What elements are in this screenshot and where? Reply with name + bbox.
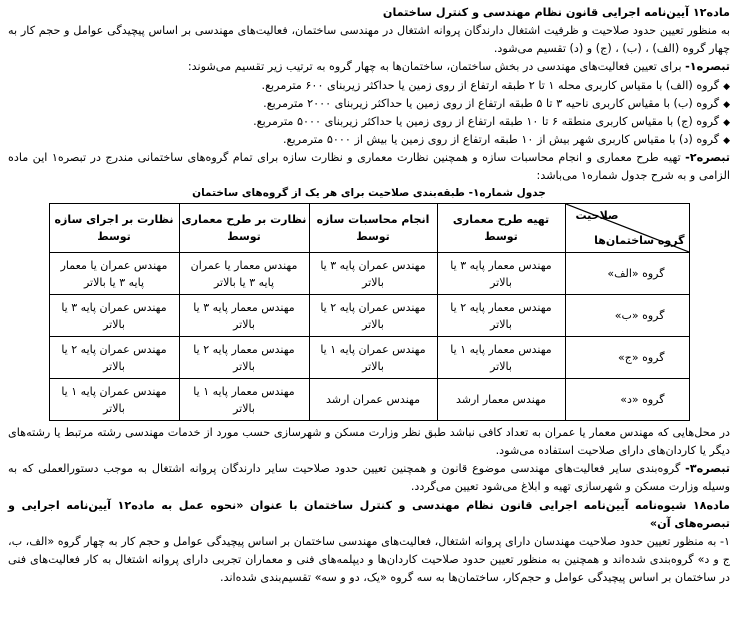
table-cell: مهندس معمار یا عمران پایه ۳ یا بالاتر [179, 253, 309, 295]
diamond-bullet-icon: ◆ [723, 117, 730, 128]
after-table-paragraph: در محل‌هایی که مهندس معمار یا عمران به تعداد کافی نباشد طبق نظر وزارت مسکن و شهرسازی حسب مورد از خدمات مهندسی رشته مرتبط یا رشته‌های دیگر یا کاردان‌های دارای صلاحیت استفاده می‌شود. [8, 426, 730, 458]
note-3-label: تبصره۳- [685, 462, 730, 476]
corner-bottom-label: گروه ساختمان‌ها [594, 234, 685, 247]
note-1-text: برای تعیین فعالیت‌های مهندسی در بخش ساختمان، ساختمان‌ها به چهار گروه به ترتیب زیر تقسیم می‌شوند: [187, 60, 686, 74]
note-1 [8, 58, 730, 76]
table-row [49, 379, 689, 421]
table-row-group: گروه «ب» [565, 295, 689, 337]
qualification-table [49, 203, 690, 421]
table-cell: مهندس عمران پایه ۱ یا بالاتر [309, 337, 437, 379]
table-row [49, 295, 689, 337]
group-list-item: ◆گروه (د) با مقیاس کاربری شهر بیش از ۱۰ طبقه ارتفاع از روی زمین یا بیش از ۵۰۰۰ مترمربع. [282, 132, 730, 146]
note-2-label: تبصره۲- [685, 151, 730, 165]
table-cell: مهندس عمران پایه ۲ یا بالاتر [49, 337, 179, 379]
article-18-body: ۱- به منظور تعیین حدود صلاحیت مهندسان دارای پروانه اشتغال، فعالیت‌های مهندسی ساختمان بر اساس پیچیدگی عوامل و حجم کار به چهار گروه «الف، ب، ج و د» گروه‌بندی شده‌اند و همچنین به منظور تعیین حدود صلاحیت کاردان‌ها و دیپلمه‌های فنی و معماران تجربی دارای پروانه اشتغال به کار فعالیت‌های فنی در ساختمان بر اساس پیچیدگی عوامل و حجم‌کار، ساختمان‌ها به سه گروه «یک، دو و سه» تقسیم‌بندی شده‌اند. [7, 534, 730, 585]
table-row-group: گروه «ج» [565, 337, 689, 379]
table-row-group: گروه «الف» [565, 253, 689, 295]
diamond-bullet-icon: ◆ [723, 135, 730, 146]
table-cell: مهندس معمار ارشد [437, 379, 565, 421]
table-cell: مهندس معمار پایه ۱ یا بالاتر [179, 379, 309, 421]
table-row [49, 337, 689, 379]
table-cell: مهندس معمار پایه ۲ یا بالاتر [179, 337, 309, 379]
note-3-text: گروه‌بندی سایر فعالیت‌های مهندسی موضوع قانون و همچنین تعیین حدود صلاحیت سایر دارندگان پروانه اشتغال به موجب دستورالعملی که به وسیله وزارت مسکن و شهرسازی تهیه و ابلاغ می‌شود تعیین می‌گردد. [8, 462, 730, 494]
diamond-bullet-icon: ◆ [723, 81, 730, 92]
table-row-group: گروه «د» [565, 379, 689, 421]
table-cell: مهندس عمران پایه ۲ یا بالاتر [309, 295, 437, 337]
table-cell: مهندس معمار پایه ۲ یا بالاتر [437, 295, 565, 337]
group-list [8, 77, 730, 150]
note-3 [8, 460, 730, 496]
group-list-item: ◆گروه (ب) با مقیاس کاربری ناحیه ۳ تا ۵ طبقه ارتفاع از روی زمین یا حداکثر زیربنای ۲۰۰۰ مترمربع. [263, 96, 730, 110]
table-cell: مهندس معمار پایه ۱ یا بالاتر [437, 337, 565, 379]
table-cell: مهندس عمران پایه ۳ یا بالاتر [309, 253, 437, 295]
table-cell: مهندس عمران ارشد [309, 379, 437, 421]
table-corner-header [565, 204, 689, 253]
table-cell: مهندس عمران پایه ۱ یا بالاتر [49, 379, 179, 421]
corner-top-label: صلاحیت [575, 209, 619, 223]
note-2-text: تهیه طرح معماری و انجام محاسبات سازه و همچنین نظارت معماری و نظارت سازه برای تمام گروه‌های ساختمانی مندرج در تبصره۱ این ماده الزامی و به شرح جدول شماره۱ می‌باشد: [8, 151, 730, 183]
table-header-cell: انجام محاسبات سازه توسط [309, 204, 437, 253]
table-header-cell: نظارت بر اجرای سازه توسط [49, 204, 179, 253]
table-header-cell: تهیه طرح معماری توسط [437, 204, 565, 253]
note-1-label: تبصره۱- [685, 60, 730, 74]
note-2 [8, 149, 730, 185]
table-header-row [49, 204, 689, 253]
diamond-bullet-icon: ◆ [723, 99, 730, 110]
table-cell: مهندس معمار پایه ۳ یا بالاتر [437, 253, 565, 295]
table-cell: مهندس عمران پایه ۳ یا بالاتر [49, 295, 179, 337]
group-list-item: ◆گروه (ج) با مقیاس کاربری منطقه ۶ تا ۱۰ طبقه ارتفاع از روی زمین یا حداکثر زیربنای ۵۰۰۰ مترمربع. [253, 114, 730, 128]
table-caption: جدول شماره۱- طبقه‌بندی صلاحیت برای هر یک از گروه‌های ساختمان [192, 187, 546, 200]
group-list-item: ◆گروه (الف) با مقیاس کاربری محله ۱ تا ۲ طبقه ارتفاع از روی زمین یا حداکثر زیربنای ۶۰۰ مترمربع. [261, 78, 730, 92]
table-cell: مهندس عمران یا معمار پایه ۳ یا بالاتر [49, 253, 179, 295]
article-12-title: ماده۱۲ آیین‌نامه اجرایی قانون نظام مهندسی و کنترل ساختمان [382, 6, 730, 19]
table-row [49, 253, 689, 295]
table-header-cell: نظارت بر طرح معماری توسط [179, 204, 309, 253]
table-cell: مهندس معمار پایه ۳ یا بالاتر [179, 295, 309, 337]
article-18-title: ماده۱۸ شیوه‌نامه آیین‌نامه اجرایی قانون نظام مهندسی و کنترل ساختمان با عنوان «نحوه عمل به ماده۱۲ آیین‌نامه اجرایی و تبصره‌های آن» [8, 498, 730, 530]
article-12-body: به منظور تعیین حدود صلاحیت و ظرفیت اشتغال دارندگان پروانه اشتغال در مهندسی ساختمان، فعالیت‌های مهندسی بر اساس پیچیدگی عوامل و حجم کار به چهار گروه (الف) ، (ب) ، (ج) و (د) تقسیم می‌شود. [8, 24, 730, 56]
